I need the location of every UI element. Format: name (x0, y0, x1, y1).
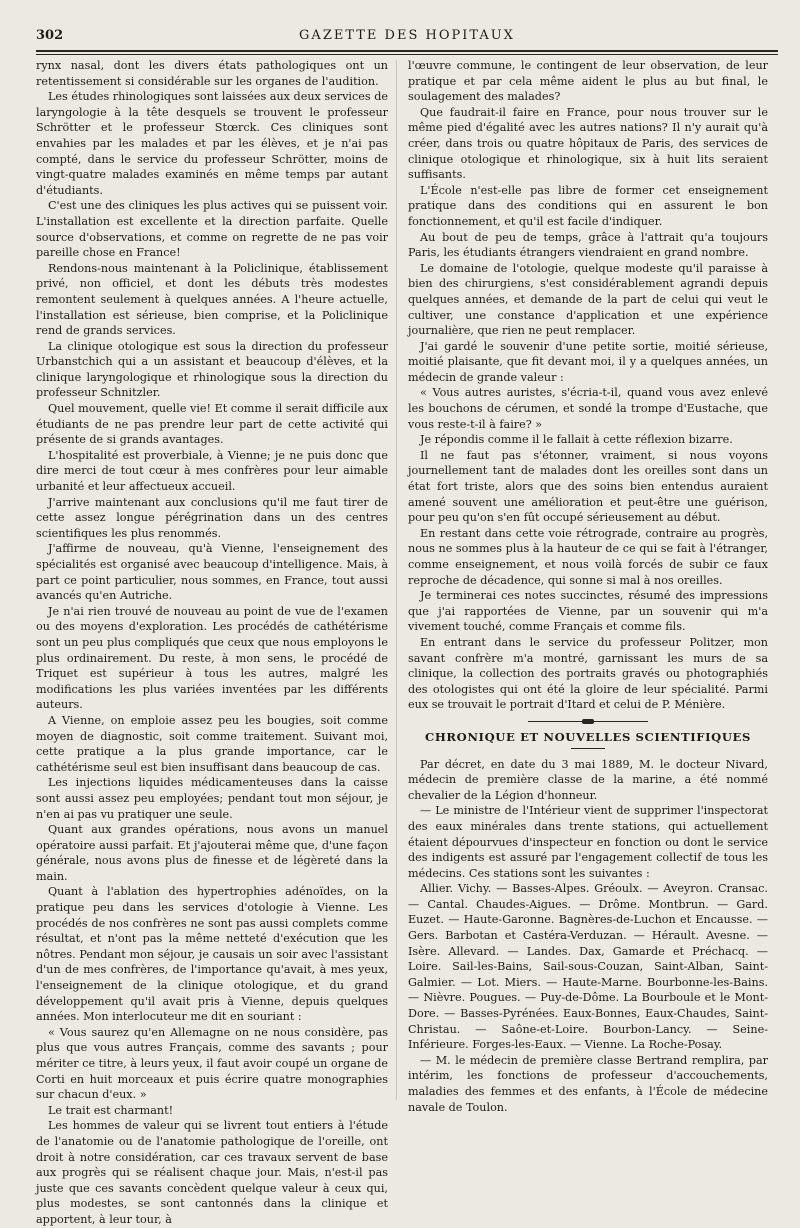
paragraph: Que faudrait-il faire en France, pour nous trouver sur le même pied d'égalité avec les autres nations? Il n'y aurait qu'à créer, dans trois ou quatre hôpitaux de Paris, des services de clinique otologique et rhinologique, six à huit lits seraient suffisants. (408, 105, 768, 182)
running-title: GAZETTE DES HOPITAUX (299, 28, 515, 43)
stations-list: Allier. Vichy. — Basses-Alpes. Gréoulx. — Aveyron. Cransac. — Cantal. Chaudes-Aigues. — Drôme. Montbrun. — Gard. Euzet. — Haute-Garonne. Bagnères-de-Luchon et Encausse. — Gers. Barbotan et Castéra-Verduzan. — Hérault. Avesne. — Isère. Allevard. — Landes. Dax, Gamarde et Préchacq. — Loire. Sail-les-Bains, Sail-sous-Couzan, Saint-Alban, Saint-Galmier. — Lot. Miers. — Haute-Marne. Bourbonne-les-Bains. — Nièvre. Pougues. — Puy-de-Dôme. La Bourboule et le Mont-Dore. — Basses-Pyrénées. Eaux-Bonnes, Eaux-Chaudes, Saint-Christau. — Saône-et-Loire. Bourbon-Lancy. — Seine-Inférieure. Forges-les-Eaux. — Vienne. La Roche-Posay. (408, 882, 768, 1052)
paragraph: l'œuvre commune, le contingent de leur observation, de leur pratique et par cela même aident le plus au but final, le soulagement des malades? (408, 59, 768, 104)
paragraph: Rendons-nous maintenant à la Policlinique, établissement privé, non officiel, et dont les débuts très modestes remontent seulement à quelques années. A l'heure actuelle, l'installation est sérieuse, bien comprise, et la Policlinique rend de grands services. (36, 261, 388, 338)
title-underline (571, 748, 605, 749)
paragraph: Je répondis comme il le fallait à cette réflexion bizarre. (420, 433, 733, 447)
paragraph: Les injections liquides médicamenteuses dans la caisse sont aussi assez peu employées; pendant tout mon séjour, je n'en ai pas vu pratiquer une seule. (36, 776, 388, 821)
paragraph: A Vienne, on emploie assez peu les bougies, soit comme moyen de diagnostic, soit comme traitement. Suivant moi, cette pratique a la plus grande importance, car le cathétérisme seul est bien insuffisant dans beaucoup de cas. (36, 713, 388, 774)
section-title: CHRONIQUE ET NOUVELLES SCIENTIFIQUES (425, 729, 751, 744)
quote-paragraph: « Vous autres auristes, s'écria-t-il, quand vous avez enlevé les bouchons de cérumen, et sondé la trompe d'Eustache, que vous reste-t-il à faire? » (408, 386, 768, 431)
paragraph: En restant dans cette voie rétrograde, contraire au progrès, nous ne sommes plus à la hauteur de ce qui se fait à l'étranger, comme enseignement, et nous voilà forcés de subir ce faux reproche de décadence, qui sonne si mal à nos oreilles. (408, 526, 768, 587)
paragraph: Il ne faut pas s'étonner, vraiment, si nous voyons journellement tant de malades dont les oreilles sont dans un état fort triste, alors que des soins bien entendus auraient amené souvent une amélioration et peut-être une guérison, pour peu qu'on s'en fût occupé sérieusement au début. (408, 448, 768, 525)
paragraph: C'est une des cliniques les plus actives qui se puissent voir. L'installation est excellente et la direction parfaite. Quelle source d'observations, et comme on regrette de ne pas voir pareille chose en France! (36, 199, 388, 260)
paragraph: Le trait est charmant! (48, 1103, 174, 1117)
right-column (408, 58, 768, 1115)
paragraph: Les études rhinologiques sont laissées aux deux services de laryngologie à la tête desquels se trouvent le professeur Schrötter et le professeur Stœrck. Ces cliniques sont envahies par les malades et par les élèves, et je n'ai pas compté, dans le service du professeur Schrötter, moins de vingt-quatre malades examinés en même temps par autant d'étudiants. (36, 90, 388, 197)
paragraph: Quant à l'ablation des hypertrophies adénoïdes, on la pratique peu dans les services d'otologie à Vienne. Les procédés de nos confrères ne sont pas aussi complets comme résultat, et n'ont pas la même netteté d'exécution que les nôtres. Pendant mon séjour, je causais un soir avec l'assistant d'un de mes confrères, de l'importance qu'avait, à mes yeux, l'enseignement de la clinique otologique, et du grand développement qu'il avait pris à Vienne, depuis quelques années. Mon interlocuteur me dit en souriant : (36, 885, 388, 1024)
header-rule-thick (36, 50, 778, 52)
paragraph: Le domaine de l'otologie, quelque modeste qu'il paraisse à bien des chirurgiens, s'est considérablement agrandi depuis quelques années, et demande de la part de celui qui veut le cultiver, une constance d'application et une expérience journalière, que rien ne peut remplacer. (408, 261, 768, 338)
news-item: Par décret, en date du 3 mai 1889, M. le docteur Nivard, médecin de première classe de la marine, a été nommé chevalier de la Légion d'honneur. (408, 757, 768, 802)
paragraph: Au bout de peu de temps, grâce à l'attrait qu'a toujours Paris, les étudiants étrangers viendraient en grand nombre. (408, 230, 768, 260)
news-item: — M. le médecin de première classe Bertrand remplira, par intérim, les fonctions de professeur d'accouchements, maladies des femmes et des enfants, à l'École de médecine navale de Toulon. (408, 1053, 768, 1114)
column-divider (396, 60, 397, 1100)
paragraph: Quel mouvement, quelle vie! Et comme il serait difficile aux étudiants de ne pas prendre leur part de cette activité qui présente de si grands avantages. (36, 402, 388, 447)
page-number: 302 (36, 28, 64, 43)
paragraph: J'affirme de nouveau, qu'à Vienne, l'enseignement des spécialités est organisé avec beaucoup d'intelligence. Mais, à part ce point particulier, nous sommes, en France, tout aussi avancés qu'en Autriche. (36, 542, 388, 603)
quote-paragraph: « Vous saurez qu'en Allemagne on ne nous considère, pas plus que vous autres Français, comme des savants ; pour mériter ce titre, à leurs yeux, il faut avoir coupé un organe de Corti en huit morceaux et puis écrire quatre monographies sur chacun d'eux. » (36, 1025, 388, 1102)
paragraph: En entrant dans le service du professeur Politzer, mon savant confrère m'a montré, garnissant les murs de sa clinique, la collection des portraits gravés ou photographiés des otologistes qui ont été la gloire de leur spécialité. Parmi eux se trouvait le portrait d'Itard et celui de P. Ménière. (408, 635, 768, 712)
paragraph: J'arrive maintenant aux conclusions qu'il me faut tirer de cette assez longue pérégrination dans un des centres scientifiques les plus renommés. (36, 495, 388, 540)
header-rule-thin (36, 54, 778, 55)
news-item: — Le ministre de l'Intérieur vient de supprimer l'inspectorat des eaux minérales dans trente stations, qui actuellement étaient dépourvues d'inspecteur en fonction ou dont le service des indigents est assuré par l'engagement collectif de tous les médecins. Ces stations sont les suivantes : (408, 804, 768, 880)
paragraph: rynx nasal, dont les divers états pathologiques ont un retentissement si considérable sur les organes de l'audition. (36, 59, 388, 88)
paragraph: Les hommes de valeur qui se livrent tout entiers à l'étude de l'anatomie ou de l'anatomie pathologique de l'oreille, ont droit à notre considération, car ces travaux servent de base aux progrès qui se réalisent chaque jour. Mais, n'est-il pas juste que ces savants concèdent quelque valeur à ceux qui, plus modestes, se sont cantonnés dans la clinique et apportent, à leur tour, à (36, 1119, 388, 1226)
section-separator (528, 721, 648, 722)
page-header (36, 26, 778, 48)
paragraph: L'hospitalité est proverbiale, à Vienne; je ne puis donc que dire merci de tout cœur à mes confrères pour leur aimable urbanité et leur affectueux accueil. (36, 448, 388, 494)
paragraph: Je n'ai rien trouvé de nouveau au point de vue de l'examen ou des moyens d'exploration. Les procédés de cathétérisme sont un peu plus compliqués que ceux que nous employons le plus ordinairement. Du reste, à mon sens, le procédé de Triquet est supérieur à tous les autres, malgré les modifications les plus variées inventées par les différents auteurs. (36, 604, 388, 712)
left-column (36, 58, 388, 1228)
paragraph: La clinique otologique est sous la direction du professeur Urbanstchich qui a un assistant et beaucoup d'élèves, et la clinique laryngologique et rhinologique sous la direction du professeur Schnitzler. (36, 339, 388, 400)
paragraph: Quant aux grandes opérations, nous avons un manuel opératoire aussi parfait. Et j'ajouterai même que, d'une façon générale, nous avons plus de finesse et de légèreté dans la main. (36, 823, 388, 883)
paragraph: L'École n'est-elle pas libre de former cet enseignement pratique dans des conditions qui en assurent le bon fonctionnement, et qu'il est facile d'indiquer. (408, 183, 768, 228)
paragraph: J'ai gardé le souvenir d'une petite sortie, moitié sérieuse, moitié plaisante, que fit devant moi, il y a quelques années, un médecin de grande valeur : (408, 339, 768, 384)
paragraph: Je terminerai ces notes succinctes, résumé des impressions que j'ai rapportées de Vienne, par un souvenir qui m'a vivement touché, comme Français et comme fils. (408, 589, 768, 634)
